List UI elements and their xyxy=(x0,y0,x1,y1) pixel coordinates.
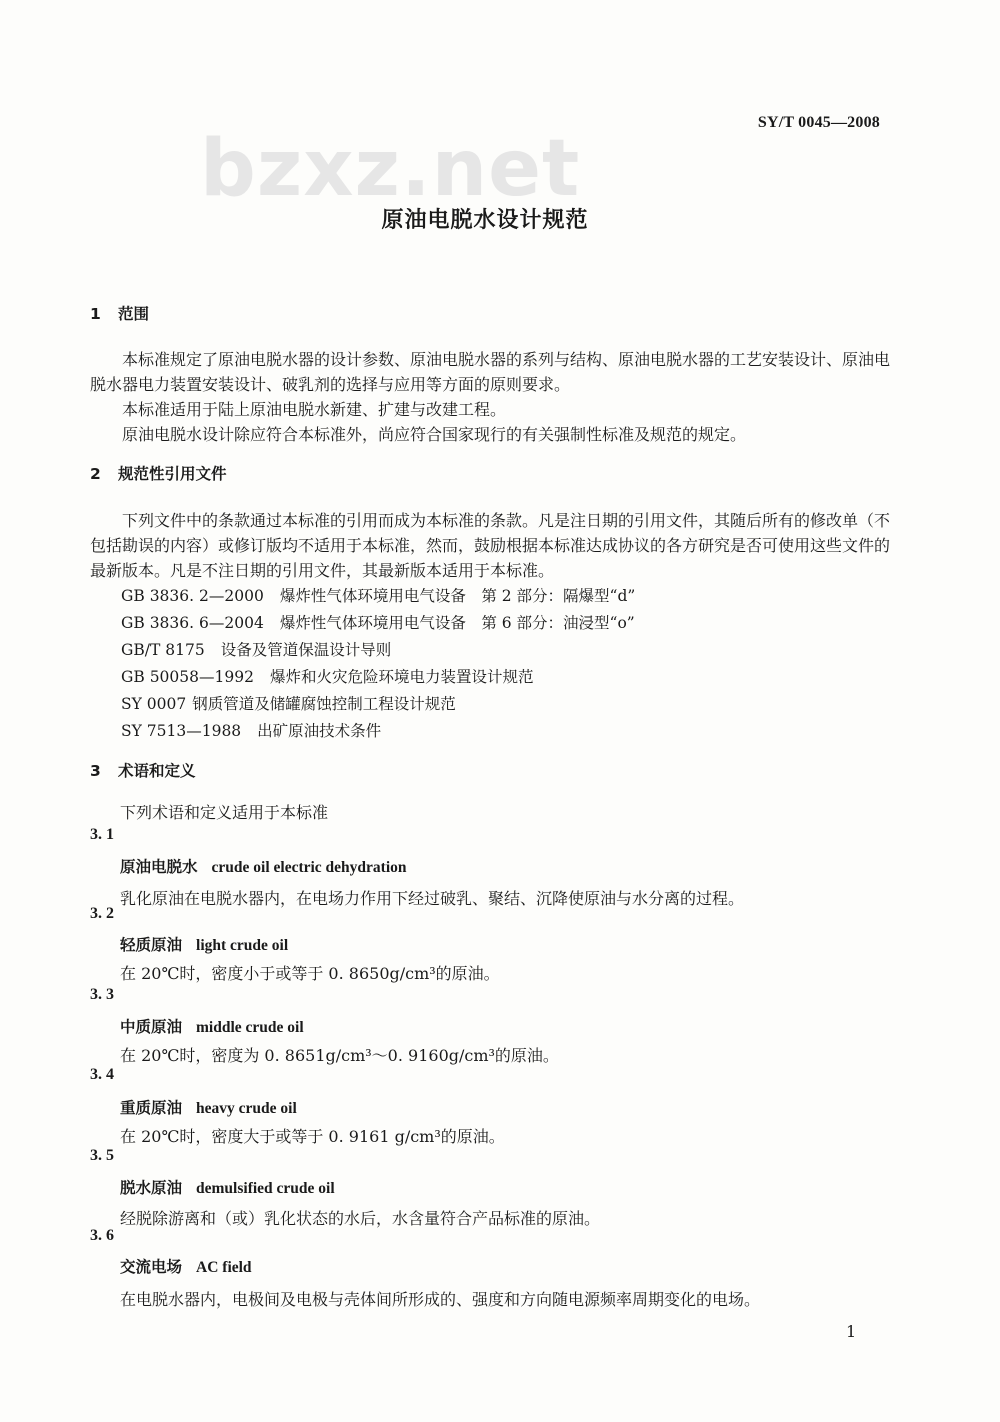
reference-code: GB 3836. 2—2000 xyxy=(121,587,264,605)
reference-item xyxy=(121,637,635,664)
term-number: 3. 4 xyxy=(90,1066,114,1083)
reference-item xyxy=(121,718,635,745)
reference-code: SY 0007 xyxy=(121,695,187,713)
term-en: AC field xyxy=(196,1259,252,1276)
term-definition: 在 20℃时，密度大于或等于 0. 9161 g/cm³的原油。 xyxy=(120,1127,505,1146)
paragraph: 下列文件中的条款通过本标准的引用而成为本标准的条款。凡是注日期的引用文件，其随后所有的修改单（不包括勘误的内容）或修订版均不适用于本标准，然而，鼓励根据本标准达成协议的各方研究是否可使用这些文件的最新版本。凡是不注日期的引用文件，其最新版本适用于本标准。 xyxy=(90,511,891,580)
reference-code: GB 50058—1992 xyxy=(121,668,254,686)
reference-item xyxy=(121,583,635,610)
term-number: 3. 5 xyxy=(90,1147,114,1164)
reference-title: 出矿原油技术条件 xyxy=(257,722,382,740)
reference-list xyxy=(121,583,635,745)
section-1-heading xyxy=(90,302,149,324)
term-name xyxy=(120,855,407,877)
term-zh: 中质原油 xyxy=(120,1018,183,1036)
term-zh: 重质原油 xyxy=(120,1099,183,1117)
term-name xyxy=(120,1176,335,1198)
standard-number: SY/T 0045—2008 xyxy=(757,114,880,131)
paragraph: 原油电脱水设计除应符合本标准外，尚应符合国家现行的有关强制性标准及规范的规定。 xyxy=(122,425,747,444)
term-en: crude oil electric dehydration xyxy=(211,859,407,876)
reference-code: GB 3836. 6—2004 xyxy=(121,614,264,632)
reference-title: 爆炸性气体环境用电气设备 第 6 部分：油浸型“o” xyxy=(279,614,635,632)
section-3-intro: 下列术语和定义适用于本标准 xyxy=(120,803,329,822)
term-en: heavy crude oil xyxy=(196,1100,297,1117)
reference-item xyxy=(121,691,635,718)
term-number: 3. 2 xyxy=(90,905,114,922)
page-number: 1 xyxy=(846,1322,857,1341)
section-2-body xyxy=(90,508,890,583)
section-2-heading xyxy=(90,462,227,484)
term-zh: 原油电脱水 xyxy=(120,858,198,876)
term-zh: 交流电场 xyxy=(120,1258,183,1276)
term-name xyxy=(120,1096,297,1118)
section-1-body xyxy=(90,347,890,447)
reference-item xyxy=(121,664,635,691)
reference-code: SY 7513—1988 xyxy=(121,722,242,740)
term-en: light crude oil xyxy=(196,937,289,954)
term-definition: 经脱除游离和（或）乳化状态的水后，水含量符合产品标准的原油。 xyxy=(120,1209,601,1228)
paragraph: 本标准适用于陆上原油电脱水新建、扩建与改建工程。 xyxy=(122,400,507,419)
term-zh: 轻质原油 xyxy=(120,936,183,954)
watermark: bzxz.net xyxy=(200,124,581,214)
term-name xyxy=(120,933,288,955)
reference-title: 钢质管道及储罐腐蚀控制工程设计规范 xyxy=(192,695,456,713)
term-definition: 在 20℃时，密度为 0. 8651g/cm³～0. 9160g/cm³的原油。 xyxy=(120,1046,559,1065)
section-number: 1 xyxy=(90,305,101,323)
paragraph: 本标准规定了原油电脱水器的设计参数、原油电脱水器的系列与结构、原油电脱水器的工艺安装设计、原油电脱水器电力装置安装设计、破乳剂的选择与应用等方面的原则要求。 xyxy=(90,350,891,394)
document-title: 原油电脱水设计规范 xyxy=(381,208,589,233)
term-name xyxy=(120,1255,252,1277)
reference-title: 爆炸性气体环境用电气设备 第 2 部分：隔爆型“d” xyxy=(279,587,636,605)
section-title: 规范性引用文件 xyxy=(118,465,227,483)
reference-code: GB/T 8175 xyxy=(121,641,205,659)
reference-title: 爆炸和火灾危险环境电力装置设计规范 xyxy=(269,668,534,686)
term-number: 3. 3 xyxy=(90,986,114,1003)
section-title: 术语和定义 xyxy=(118,762,196,780)
term-en: demulsified crude oil xyxy=(196,1180,335,1197)
section-3-heading xyxy=(90,759,196,781)
term-definition: 乳化原油在电脱水器内，在电场力作用下经过破乳、聚结、沉降使原油与水分离的过程。 xyxy=(120,889,745,908)
term-zh: 脱水原油 xyxy=(120,1179,183,1197)
term-number: 3. 1 xyxy=(90,826,114,843)
term-definition: 在电脱水器内，电极间及电极与壳体间所形成的、强度和方向随电源频率周期变化的电场。 xyxy=(120,1290,761,1309)
section-number: 2 xyxy=(90,465,101,483)
term-en: middle crude oil xyxy=(196,1019,304,1036)
reference-item xyxy=(121,610,635,637)
section-title: 范围 xyxy=(118,305,150,323)
section-number: 3 xyxy=(90,762,101,780)
term-definition: 在 20℃时，密度小于或等于 0. 8650g/cm³的原油。 xyxy=(120,964,500,983)
reference-title: 设备及管道保温设计导则 xyxy=(220,641,392,659)
term-number: 3. 6 xyxy=(90,1227,114,1244)
term-name xyxy=(120,1015,304,1037)
